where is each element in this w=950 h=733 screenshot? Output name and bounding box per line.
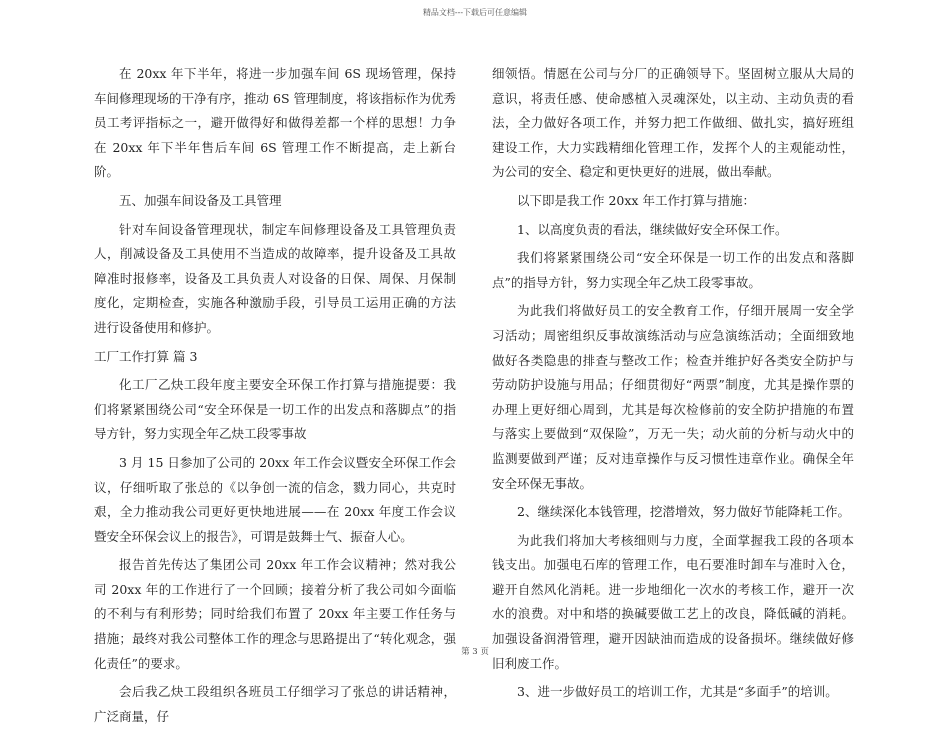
section-heading-equipment: 五、加强车间设备及工具管理 [119, 192, 282, 208]
item-heading-1: 1、以高度负责的看法，继续做好安全环保工作。 [517, 221, 788, 237]
paragraph-after-meeting: 会后我乙炔工段组织各班员工仔细学习了张总的讲话精神，广泛商量，仔 [94, 684, 456, 724]
paragraph-6s-management: 在 20xx 年下半年，将进一步加强车间 6S 现场管理，保持车间修理现场的干净有序，推动 6S 管理制度，将该指标作为优秀员工考评指标之一，避开做得好和做得差都一个样的思想！力争在 20xx 年下半年售后车间 6S 管理工作不断提高，走上新台阶。 [94, 66, 456, 180]
paragraph-guideline: 我们将紧紧围绕公司“安全环保是一切工作的出发点和落脚点”的指导方针，努力实现全年乙炔工段零事故。 [492, 250, 854, 290]
item-heading-3: 3、进一步做好员工的培训工作，尤其是“多面手”的培训。 [517, 684, 838, 700]
section-title-plan-3: 工厂工作打算 篇 3 [94, 348, 198, 364]
paragraph-safety-education: 为此我们将做好员工的安全教育工作，仔细开展周一安全学习活动；周密组织反事故演练活动与应急演练活动；全面细致地做好各类隐患的排查与整改工作；检查并维护好各类安全防护与劳动防护设施与用品；仔细贯彻好“两票”制度，尤其是操作票的办理上更好细心周到，尤其是每次检修前的安全防护措施的布置与落实上要做到“双保险”，万无一失；动火前的分析与动火中的监测要做到严谨；反对违章操作与反习惯性违章作业。确保全年安全环保无事故。 [492, 303, 854, 491]
paragraph-report: 报告首先传达了集团公司 20xx 年工作会议精神；然对我公司 20xx 年的工作进行了一个回顾；接着分析了我公司如今面临的不利与有利形势；同时给我们布置了 20xx 年主要工作任务与措施；最终对我公司整体工作的理念与思路提出了“转化观念，强化责任”的要求。 [94, 557, 456, 671]
paragraph-plan-intro: 以下即是我工作 20xx 年工作打算与措施： [517, 192, 755, 208]
paragraph-cost-control: 为此我们将加大考核细则与力度，全面掌握我工段的各项本钱支出。加强电石库的管理工作，电石要准时卸车与准时入仓，避开自然风化消耗。进一步地细化一次水的考核工作，避开一次水的浪费。对中和塔的换碱要做工艺上的改良，降低碱的消耗。加强设备润滑管理，避开因缺油而造成的设备损坏。继续做好修旧利废工作。 [492, 532, 854, 671]
left-column [94, 62, 456, 733]
paragraph-continuation: 细领悟。情愿在公司与分厂的正确领导下。坚固树立服从大局的意识，将责任感、使命感植入灵魂深处，以主动、主动负责的看法，全力做好各项工作，并努力把工作做细、做扎实，搞好班组建设工作，大力实践精细化管理工作，发挥个人的主观能动性，为公司的安全、稳定和更快更好的进展，做出奉献。 [492, 66, 854, 180]
paragraph-equipment-management: 针对车间设备管理现状，制定车间修理设备及工具管理负责人，削减设备及工具使用不当造成的故障率，提升设备及工具故障准时报修率，设备及工具负责人对设备的日保、周保、月保制度化，定期检查，实施各种激励手段，引导员工运用正确的方法进行设备使用和修护。 [94, 221, 456, 335]
paragraph-safety-summary: 化工厂乙炔工段年度主要安全环保工作打算与措施提要：我们将紧紧围绕公司“安全环保是一切工作的出发点和落脚点”的指导方针，努力实现全年乙炔工段零事故 [94, 377, 456, 442]
page-header: 精品文档---下载后可任意编辑 [422, 8, 528, 17]
page-number: 第 3 页 [461, 647, 489, 657]
item-heading-2: 2、继续深化本钱管理，挖潜增效，努力做好节能降耗工作。 [517, 504, 850, 520]
paragraph-meeting: 3 月 15 日参加了公司的 20xx 年工作会议暨安全环保工作会议，仔细听取了张总的《以争创一流的信念，戮力同心，共克时艰，全力推动我公司更好更快地进展——在 20xx 年度工作会议暨安全环保会议上的报告》，可谓是鼓舞士气、振奋人心。 [94, 454, 456, 544]
right-column [492, 62, 854, 709]
